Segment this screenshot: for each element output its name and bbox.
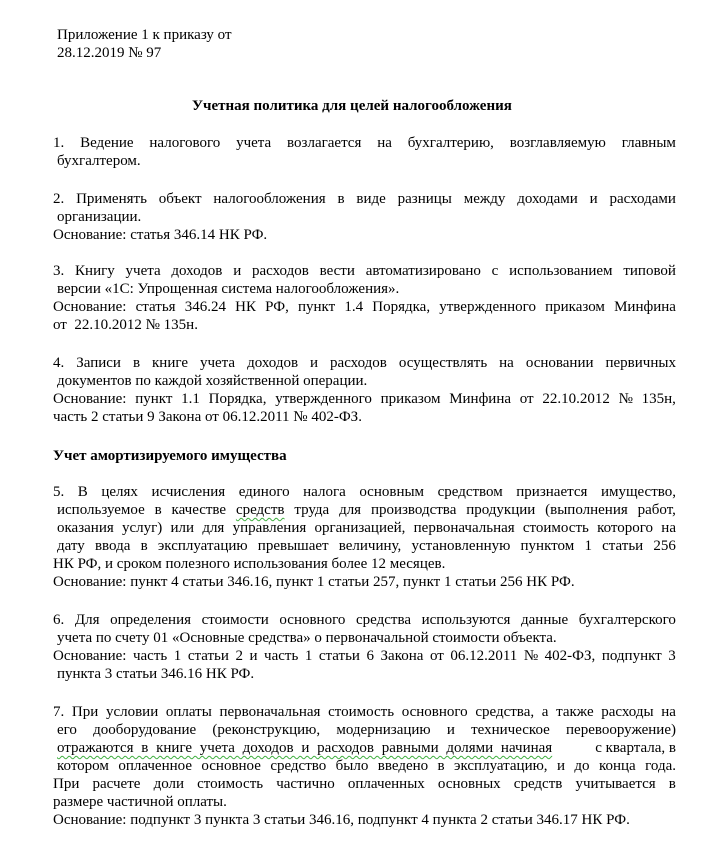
word: стоимость [197,776,264,792]
word: эксплуатацию [157,538,248,554]
paragraph-line: документов по каждой хозяйственной операции. [57,373,368,389]
word: продукции [466,502,536,518]
paragraph-line [53,262,676,280]
word: доходов [171,263,223,279]
word: на [377,135,392,151]
word: качестве [171,502,227,518]
word: возглавляемую [509,135,606,151]
paragraph-line [57,501,676,519]
word: используемое [57,502,145,518]
word: модернизацию [336,722,431,738]
document-title: Учетная политика для целей налогообложения [192,98,512,114]
word: подпункт [601,648,662,664]
word: книге [152,355,188,371]
word: НК [235,299,256,315]
word: Основание: [53,648,127,664]
word: основного [279,612,346,628]
word: в [132,355,141,371]
word: осуществлять [398,355,488,371]
word: При [71,704,99,720]
word: установленную [411,538,511,554]
word: утвержденного [275,391,372,407]
word: 1 [173,648,182,664]
word: Минфина [614,299,676,315]
word: учета [199,355,236,371]
word: Основание: [53,299,127,315]
word: 6. [53,612,65,628]
word: и [556,758,565,774]
word: 1.4 [344,299,364,315]
word: дату [57,538,85,554]
spellcheck-flagged-word: средств [235,502,285,518]
word: имущество, [600,484,676,500]
word: (выполнения [545,502,628,518]
word: частично [276,776,335,792]
word: использованием [509,263,613,279]
word: Применять [76,191,147,207]
word: 1.1 [181,391,200,407]
paragraph-line [57,721,676,739]
word: с [491,263,499,279]
paragraph-line: размере частичной оплаты. [53,794,227,810]
word: эксплуатацию, [454,758,548,774]
basis-line: Основание: пункт 4 статьи 346.16, пункт 1 статьи 257, пункт 1 статьи 256 НК РФ. [53,574,575,590]
word: 3. [53,263,65,279]
word: от [519,391,534,407]
word: Закона [380,648,424,664]
word: конца [598,758,636,774]
word: (реконструкцию, [212,722,321,738]
paragraph-line [53,483,676,501]
word: главным [621,135,676,151]
word: приказом [380,391,441,407]
word: основного [401,704,468,720]
word: В [77,484,88,500]
word: вести [319,263,355,279]
word: на [661,704,676,720]
word: Ведение [80,135,134,151]
word: 256 [653,538,676,554]
word: организацией, [314,520,406,536]
word: стоимости [201,612,269,628]
word: расчете [92,776,141,792]
word: величину, [338,538,402,554]
word: 7. [53,704,65,720]
word: основных [437,776,501,792]
word: для [202,520,225,536]
paragraph-line: организации. [57,209,142,225]
word: или [170,520,195,536]
paragraph-line: версии «1С: Упрощенная система налогообложения». [57,281,400,297]
paragraph-line [57,519,676,537]
word: основное [201,758,261,774]
word: первичных [605,355,676,371]
spellcheck-flagged-phrase[interactable]: отражаются в книге учета доходов и расходов равными долями начиная [57,740,553,756]
word: средства, [475,704,535,720]
paragraph-line: бухгалтером. [57,153,141,169]
word: расходами [609,191,676,207]
word: 1 [304,648,313,664]
word: возлагается [287,135,362,151]
word: в [140,538,148,554]
word: налогового [149,135,221,151]
word: объект [158,191,202,207]
basis-line [53,647,676,665]
word: ввода [94,538,131,554]
word: 1. [53,135,65,151]
word: 3 [668,648,676,664]
word: и [249,648,258,664]
word: котором [57,758,109,774]
word: статьи [602,538,644,554]
word: управления [232,520,307,536]
word: на [661,520,676,536]
word: исчисления [151,484,226,500]
word: дооборудование [93,722,197,738]
word: 4. [53,355,65,371]
word: для [339,502,362,518]
word: было [335,758,369,774]
word: также [556,704,594,720]
word: оплаченное [118,758,192,774]
word: типовой [623,263,676,279]
word: автоматизировано [365,263,481,279]
word: приказом [545,299,605,315]
word: бухгалтерию, [407,135,494,151]
word: статьи [318,648,360,664]
basis-line: пункта 3 статьи 346.16 НК РФ. [57,666,255,682]
word: в [337,191,345,207]
word: труда [294,502,330,518]
word: единого [238,484,290,500]
paragraph-line [57,537,676,555]
word: расходов [252,263,309,279]
word: учета [125,263,161,279]
word: 22.10.2012 [542,391,610,407]
basis-line [53,390,676,408]
word: 1 [584,538,592,554]
word: Для [74,612,100,628]
word: перевооружение) [566,722,676,738]
word: определения [110,612,191,628]
word: 2 [235,648,243,664]
word: и [310,355,319,371]
word: 6 [366,648,374,664]
word: и [446,722,455,738]
word: признается [516,484,588,500]
word: пунктом [520,538,575,554]
word: в [154,502,162,518]
word: которого [597,520,654,536]
word: пункт [297,299,336,315]
basis-line: часть 2 статьи 9 Закона от 06.12.2011 № 402-ФЗ. [53,409,362,425]
word: 402-ФЗ, [544,648,596,664]
word: доли [153,776,185,792]
paragraph-line: НК РФ, и сроком полезного использования более 12 месяцев. [53,556,446,572]
word: Основание: [53,391,127,407]
word: в [668,776,676,792]
word: утвержденного [439,299,536,315]
word: Порядка, [372,299,431,315]
word: между [463,191,506,207]
word: № [523,648,539,664]
word: № [618,391,633,407]
paragraph-line [53,703,676,721]
word: стоимость [328,704,395,720]
paragraph-line: учета по счету 01 «Основные средства» о первоначальной стоимости объекта. [57,630,557,646]
word: средств [513,776,563,792]
word: часть [264,648,299,664]
word: данные [521,612,569,628]
basis-line: от 22.10.2012 № 135н. [53,317,198,333]
word: оплаченных [347,776,425,792]
word: используются [421,612,511,628]
word: Записи [76,355,121,371]
word: часть [132,648,168,664]
word: 346.24 [184,299,226,315]
word: 5. [53,484,65,500]
word: производства [370,502,457,518]
word: первоначальная [413,520,515,536]
word: и [589,191,598,207]
word: доходов [247,355,299,371]
word: введено [377,758,429,774]
word: расходов [330,355,387,371]
word: услуг) [122,520,163,536]
word: техническое [471,722,550,738]
word: пункт [135,391,173,407]
word: оказания [57,520,114,536]
paragraph-line [53,134,676,152]
word: в [437,758,445,774]
word: от [429,648,444,664]
paragraph-line [53,775,676,793]
word: средство [270,758,327,774]
word: учитывается [575,776,656,792]
word: года. [645,758,676,774]
paragraph-line [57,757,676,775]
word: налогообложения [213,191,326,207]
word: основании [525,355,594,371]
word: РФ, [265,299,289,315]
paragraph-line [53,611,676,629]
appendix-header-line2: 28.12.2019 № 97 [57,45,162,61]
section-heading: Учет амортизируемого имущества [53,448,287,464]
word: средством [437,484,503,500]
word: средства [355,612,411,628]
paragraph-line [53,190,676,208]
word: статья [135,299,176,315]
paragraph-line-split [57,739,676,757]
word: 06.12.2011 [450,648,518,664]
word: 2. [53,191,65,207]
word: бухгалтерского [578,612,676,628]
word: статьи [187,648,229,664]
word: При [53,776,80,792]
word: превышает [257,538,329,554]
word: Минфина [449,391,512,407]
word: на [499,355,514,371]
word: а [541,704,549,720]
word: расходы [601,704,654,720]
word: налога [303,484,346,500]
word: его [57,722,77,738]
word: доходами [517,191,578,207]
word: работ, [637,502,676,518]
appendix-header-line1: Приложение 1 к приказу от [57,27,232,43]
word: Порядка, [208,391,267,407]
basis-line [53,298,676,316]
basis-line: Основание: статья 346.14 НК РФ. [53,227,268,243]
basis-line: Основание: подпункт 3 пункта 3 статьи 346.16, подпункт 4 пункта 2 статьи 346.17 НК РФ. [53,812,630,828]
word: основным [359,484,425,500]
paragraph-line-tail: с квартала, в [595,740,676,756]
word: до [574,758,590,774]
word: 135н, [641,391,676,407]
word: виде [356,191,386,207]
word: и [233,263,242,279]
word: первоначальная [219,704,321,720]
paragraph-line [53,354,676,372]
word: целях [101,484,138,500]
word: Книгу [75,263,115,279]
word: оплаты [165,704,212,720]
word: стоимость [522,520,589,536]
word: учета [236,135,272,151]
word: разницы [397,191,452,207]
word: условии [105,704,159,720]
